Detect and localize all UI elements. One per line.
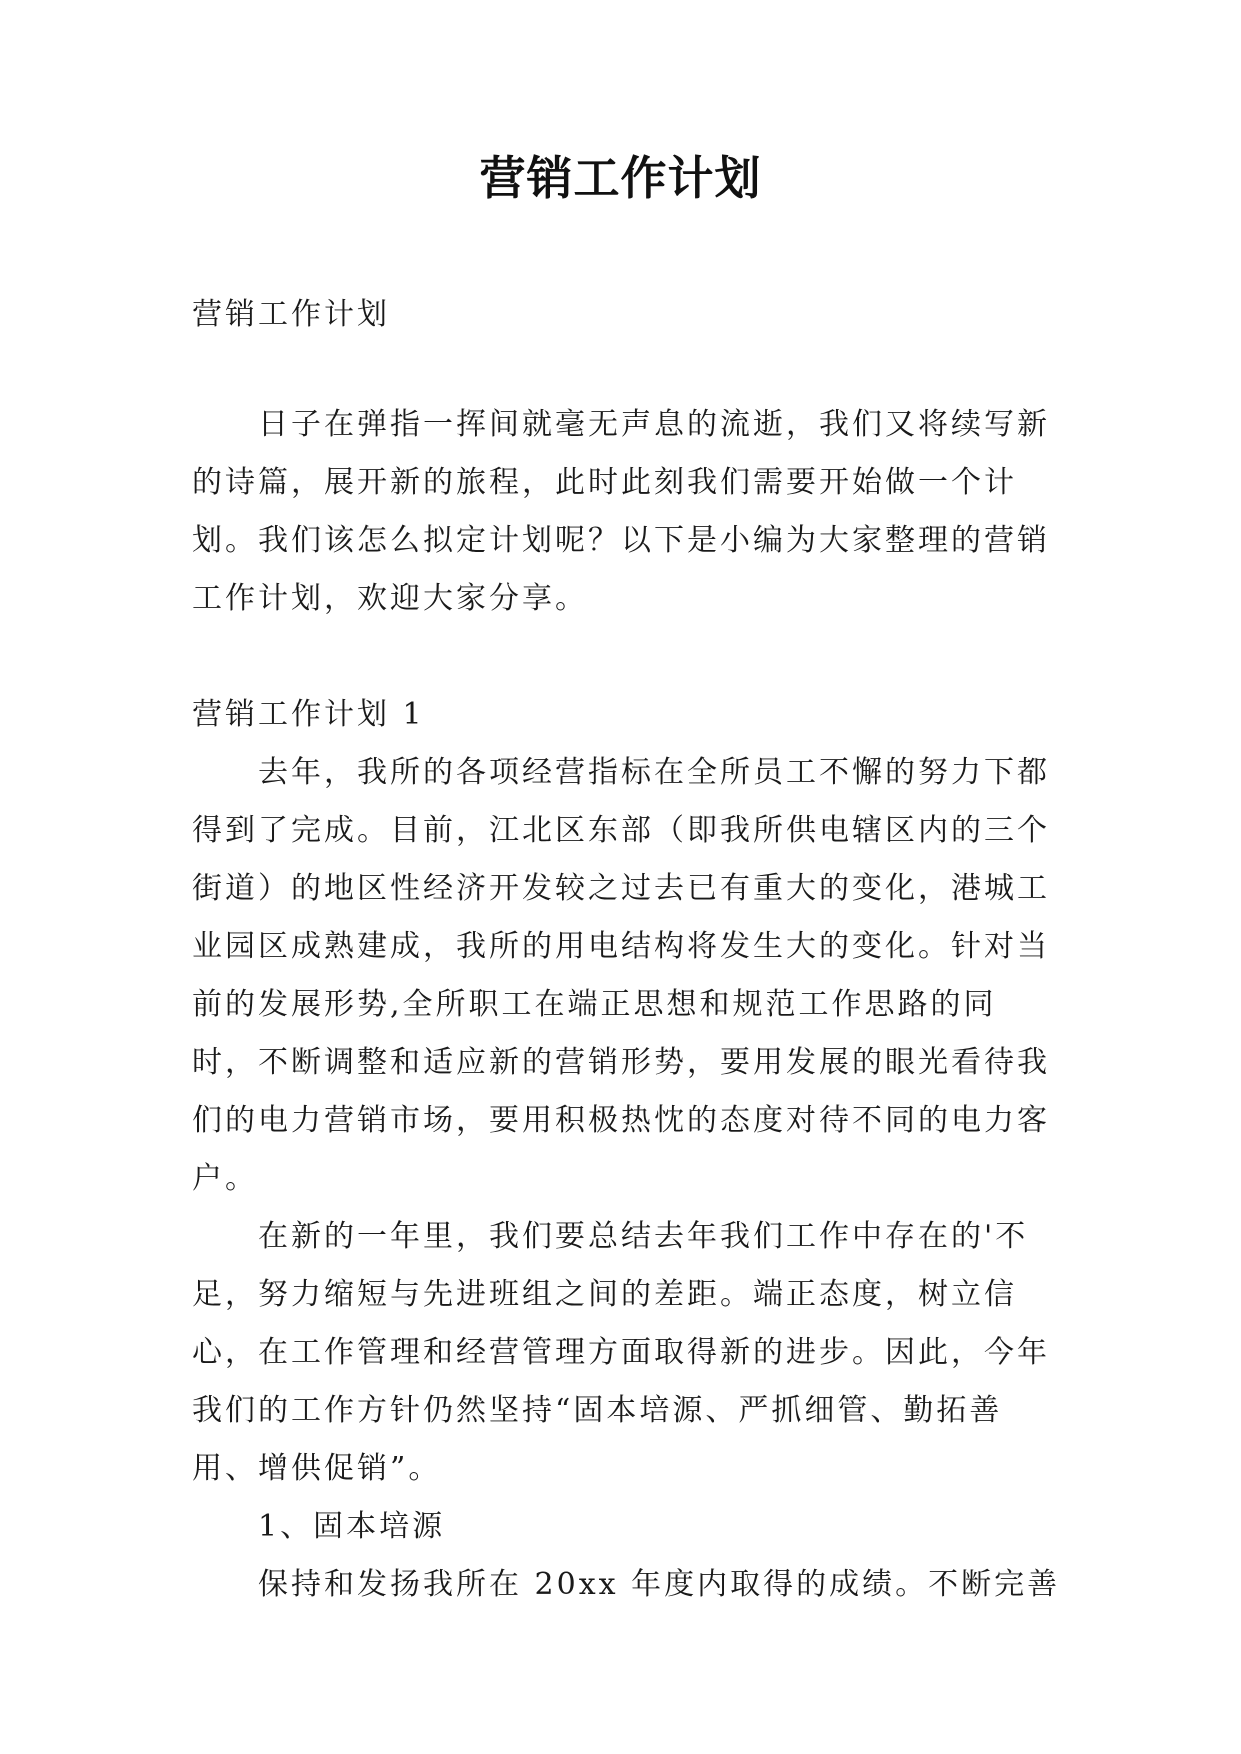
spacer <box>192 628 1062 686</box>
body-paragraph-2: 在新的一年里，我们要总结去年我们工作中存在的'不足，努力缩短与先进班组之间的差距。端正态度，树立信心，在工作管理和经营管理方面取得新的进步。因此，今年我们的工作方针仍然坚持“固本培源、严抓细管、勤拓善用、增供促销”。 <box>192 1219 1050 1486</box>
item-paragraph: 保持和发扬我所在 20xx 年度内取得的成绩。不断完善 <box>258 1567 1061 1602</box>
intro-paragraph: 日子在弹指一挥间就毫无声息的流逝，我们又将续写新的诗篇，展开新的旅程，此时此刻我们需要开始做一个计划。我们该怎么拟定计划呢？以下是小编为大家整理的营销工作计划，欢迎大家分享。 <box>192 407 1050 616</box>
document-body <box>192 286 1062 1614</box>
section-heading: 营销工作计划 1 <box>192 697 425 732</box>
spacer <box>192 344 1062 396</box>
body-paragraph-1: 去年，我所的各项经营指标在全所员工不懈的努力下都得到了完成。目前，江北区东部（即我所供电辖区内的三个街道）的地区性经济开发较之过去已有重大的变化，港城工业园区成熟建成，我所的用电结构将发生大的变化。针对当前的发展形势,全所职工在端正思想和规范工作思路的同时，不断调整和适应新的营销形势，要用发展的眼光看待我们的电力营销市场，要用积极热忱的态度对待不同的电力客户。 <box>192 755 1050 1196</box>
item-heading: 1、固本培源 <box>258 1509 446 1544</box>
document-subtitle: 营销工作计划 <box>192 297 390 332</box>
document-title: 营销工作计划 <box>479 151 762 205</box>
